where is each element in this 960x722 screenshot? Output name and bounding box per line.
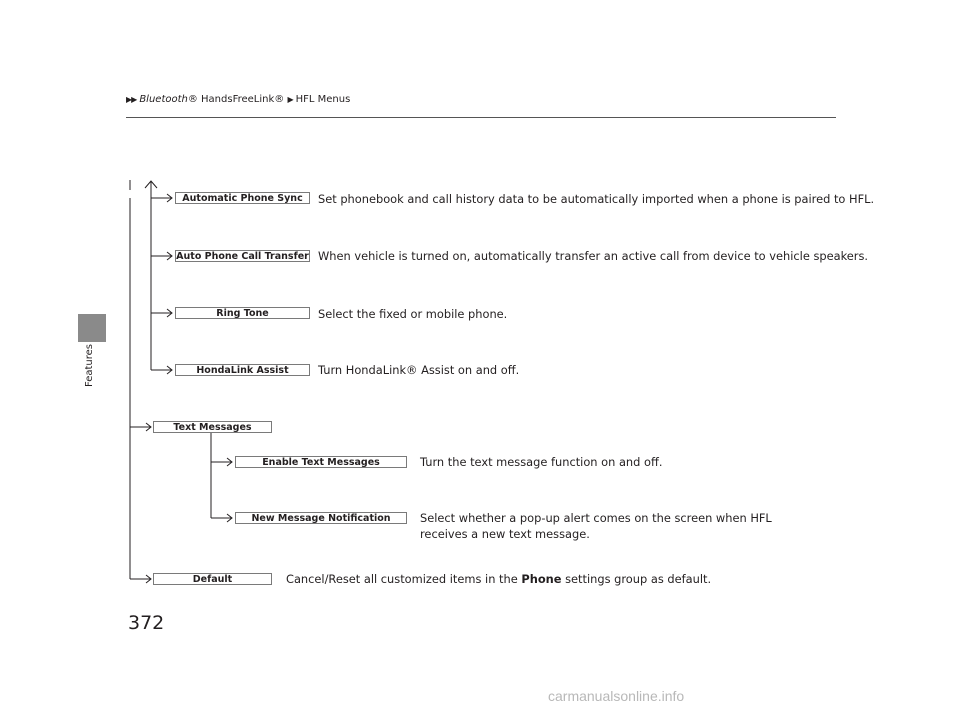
enable-text-messages-desc: Turn the text message function on and off. [420,455,663,469]
default-desc-bold: Phone [521,572,562,586]
new-message-notification-desc-line2: receives a new text message. [420,527,590,541]
watermark: carmanualsonline.info [548,688,685,704]
hondalink-assist-desc: Turn HondaLink® Assist on and off. [318,363,520,377]
breadcrumb-hfl-menus: HFL Menus [295,94,351,105]
text-messages-label: Text Messages [153,421,272,433]
automatic-phone-sync-label: Automatic Phone Sync [175,192,310,204]
default-label: Default [153,573,272,585]
default-desc-before: Cancel/Reset all customized items in the [286,572,522,586]
hondalink-assist-label: HondaLink Assist [175,364,310,376]
breadcrumb-handsfreelink: ® HandsFreeLink® [187,94,285,105]
new-message-notification-desc-line1: Select whether a pop-up alert comes on the screen when HFL [420,511,772,525]
enable-text-messages-label: Enable Text Messages [235,456,407,468]
breadcrumb-bluetooth: Bluetooth [139,94,188,105]
ring-tone-desc: Select the fixed or mobile phone. [318,307,508,321]
auto-phone-call-transfer-desc: When vehicle is turned on, automatically transfer an active call from device to vehicle speakers. [318,249,869,263]
automatic-phone-sync-desc: Set phonebook and call history data to be automatically imported when a phone is paired to HFL. [318,192,875,206]
default-desc-after: settings group as default. [561,572,712,586]
breadcrumb-arrow-icon: ▶ [287,95,293,104]
new-message-notification-desc [420,510,772,542]
auto-phone-call-transfer-label: Auto Phone Call Transfer [176,251,309,262]
breadcrumb-arrow-icon: ▶▶ [126,95,137,104]
default-desc [286,571,711,587]
side-tab-label: Features [84,344,95,387]
new-message-notification-label: New Message Notification [235,512,407,524]
page-number: 372 [128,612,165,634]
ring-tone-label: Ring Tone [175,307,310,319]
